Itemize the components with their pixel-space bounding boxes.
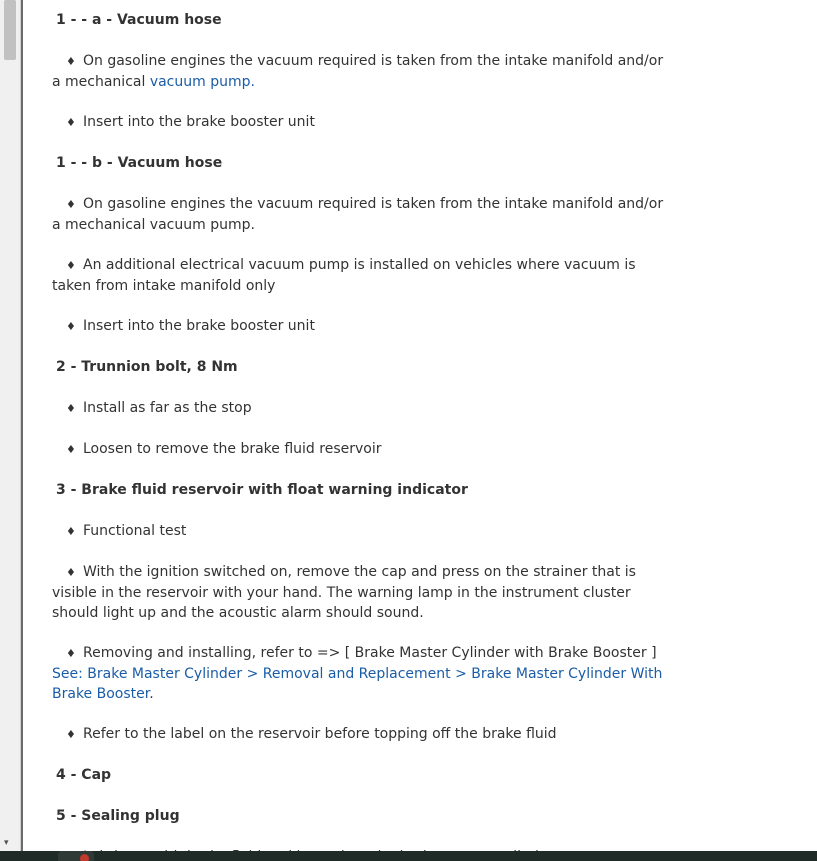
list-item-text: An additional electrical vacuum pump is installed on vehicles where vacuum is taken from intake manifold only bbox=[52, 257, 636, 294]
list-item-text: Loosen to remove the brake fluid reservoir bbox=[83, 441, 382, 457]
list-item bbox=[52, 562, 664, 623]
bullet-icon: ♦ bbox=[66, 443, 76, 456]
list-item bbox=[52, 194, 664, 235]
frame-divider bbox=[21, 0, 23, 851]
list-item-text: Removing and installing, refer to => [ Brake Master Cylinder with Brake Booster ] bbox=[83, 645, 657, 661]
bullet-icon: ♦ bbox=[66, 647, 76, 660]
bullet-icon: ♦ bbox=[66, 259, 76, 272]
list-item-text: Functional test bbox=[83, 523, 187, 539]
list-item bbox=[52, 643, 664, 704]
list-item-text: On gasoline engines the vacuum required is taken from the intake manifold and/or a mechanical bbox=[52, 53, 664, 90]
list-item-text: On gasoline engines the vacuum required is taken from the intake manifold and/or a mechanical vacuum pump. bbox=[52, 196, 664, 233]
bullet-icon: ♦ bbox=[66, 55, 76, 68]
section-heading: 4 - Cap bbox=[56, 767, 112, 783]
bullet-icon: ♦ bbox=[66, 320, 76, 333]
list-item-text: Insert into the brake booster unit bbox=[83, 318, 315, 334]
taskbar-app-icon[interactable] bbox=[58, 851, 94, 861]
scroll-down-arrow-icon[interactable]: ▾ bbox=[4, 838, 9, 848]
list-item bbox=[52, 724, 664, 745]
list-item-text: Install as far as the stop bbox=[83, 400, 252, 416]
brake-master-cylinder-link[interactable]: See: Brake Master Cylinder > Removal and Replacement > Brake Master Cylinder With Brake Booster bbox=[52, 666, 663, 702]
list-item bbox=[52, 521, 664, 542]
list-item-text: With the ignition switched on, remove the cap and press on the strainer that is visible in the reservoir with your hand. The warning lamp in the instrument cluster should light up and the acoustic alarm should sound. bbox=[52, 564, 636, 621]
bullet-icon: ♦ bbox=[66, 116, 76, 129]
list-item-text: Insert into the brake booster unit bbox=[83, 114, 315, 130]
bullet-icon: ♦ bbox=[66, 402, 76, 415]
section-heading: 1 - - b - Vacuum hose bbox=[56, 155, 223, 171]
list-item bbox=[52, 112, 664, 133]
document-content bbox=[52, 10, 664, 861]
vertical-scrollbar[interactable] bbox=[0, 0, 21, 851]
bullet-icon: ♦ bbox=[66, 566, 76, 579]
list-item bbox=[52, 316, 664, 337]
list-item bbox=[52, 51, 664, 92]
scrollbar-thumb[interactable] bbox=[4, 0, 16, 60]
taskbar bbox=[0, 851, 817, 861]
bullet-icon: ♦ bbox=[66, 525, 76, 538]
section-heading: 5 - Sealing plug bbox=[56, 808, 180, 824]
list-item-text: Refer to the label on the reservoir before topping off the brake fluid bbox=[83, 726, 557, 742]
list-item bbox=[52, 439, 664, 460]
bullet-icon: ♦ bbox=[66, 198, 76, 211]
section-heading: 1 - - a - Vacuum hose bbox=[56, 12, 222, 28]
bullet-icon: ♦ bbox=[66, 728, 76, 741]
list-item bbox=[52, 255, 664, 296]
section-heading: 2 - Trunnion bolt, 8 Nm bbox=[56, 359, 238, 375]
list-item-suffix: . bbox=[149, 686, 154, 702]
section-heading: 3 - Brake fluid reservoir with float warning indicator bbox=[56, 482, 468, 498]
list-item bbox=[52, 398, 664, 419]
vacuum-pump-link[interactable]: vacuum pump. bbox=[149, 74, 255, 90]
